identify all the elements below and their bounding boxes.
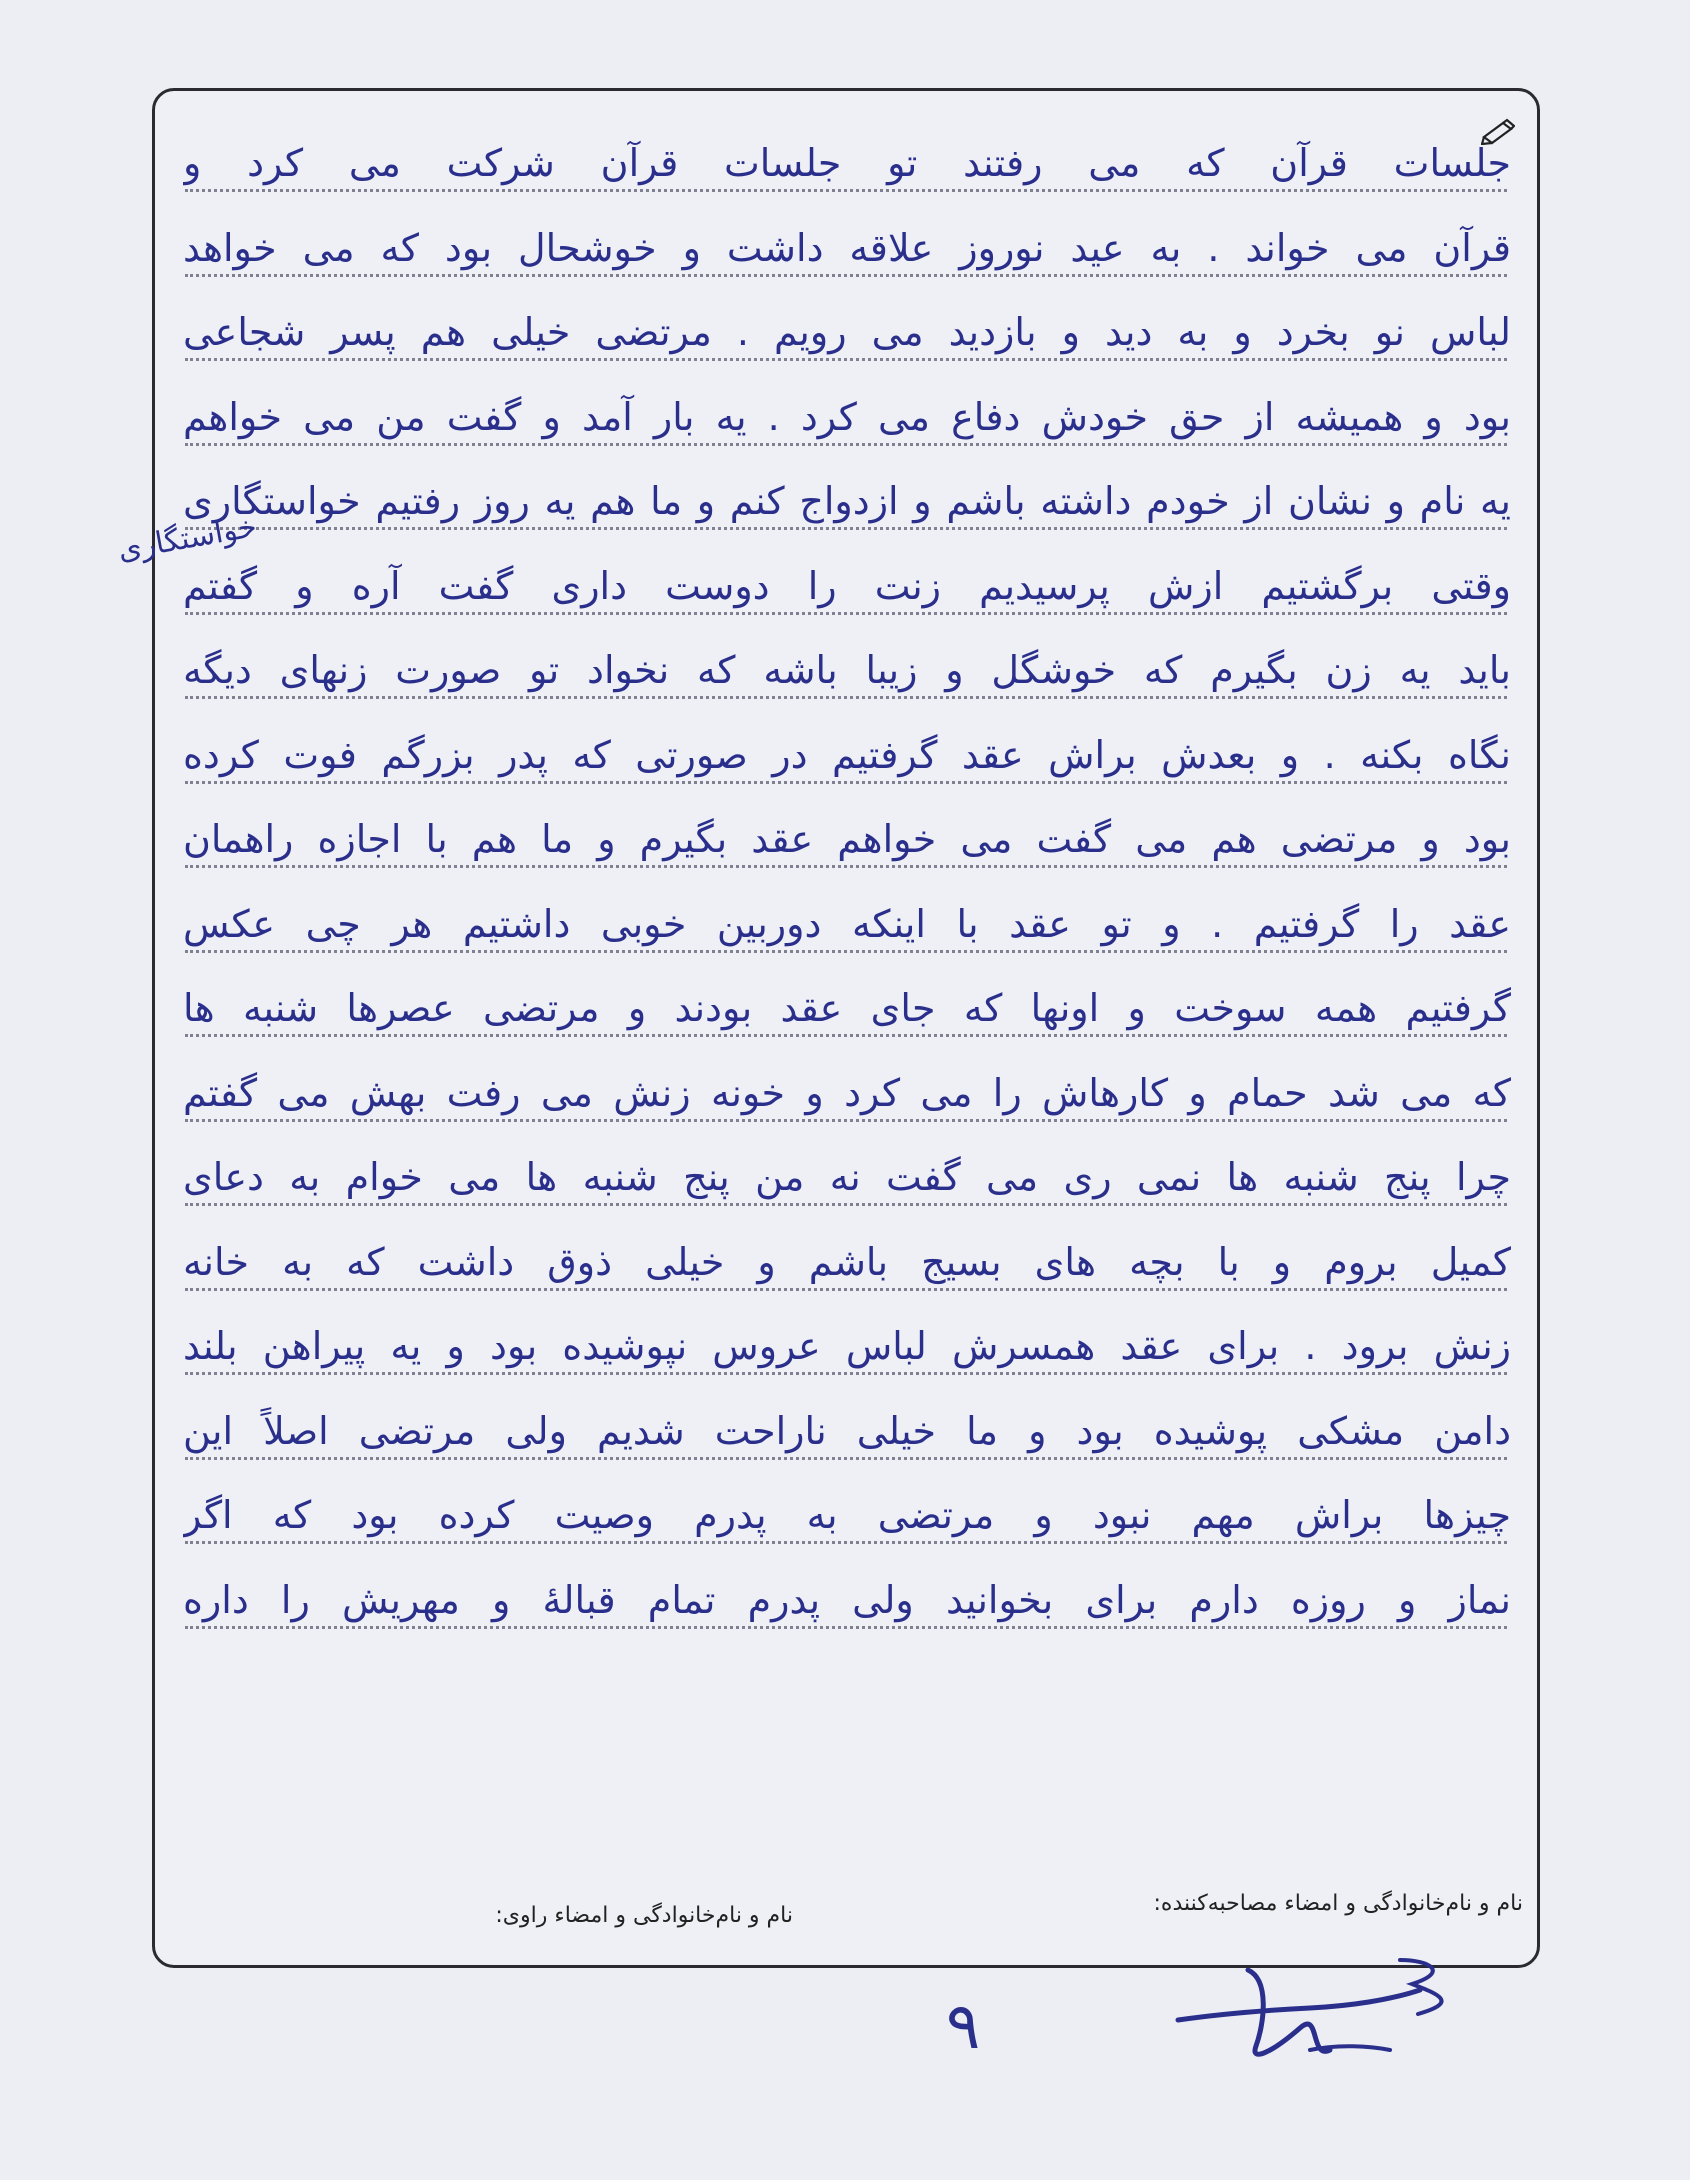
handwritten-line: نماز و روزه دارم برای بخوانید ولی پدرم تمام قبالهٔ و مهریش را داره — [183, 1578, 1511, 1622]
form-frame — [152, 88, 1540, 1968]
handwritten-line: قرآن می خواند . به عید نوروز علاقه داشت و خوشحال بود که می خواهد — [183, 226, 1511, 270]
handwritten-line: وقتی برگشتیم ازش پرسیدیم زنت را دوست داری گفت آره و گفتم — [183, 564, 1511, 608]
handwritten-line: بود و همیشه از حق خودش دفاع می کرد . یه بار آمد و گفت من می خواهم — [183, 395, 1511, 439]
handwritten-line: دامن مشکی پوشیده بود و ما خیلی ناراحت شدیم ولی مرتضی اصلاً این — [183, 1409, 1511, 1453]
handwritten-line: زنش برود . برای عقد همسرش لباس عروس نپوشیده بود و یه پیراهن بلند — [183, 1324, 1511, 1368]
handwritten-line: چرا پنج شنبه ها نمی ری می گفت نه من پنج شنبه ها می خوام به دعای — [183, 1155, 1511, 1199]
handwritten-line: باید یه زن بگیرم که خوشگل و زیبا باشه که نخواد تو صورت زنهای دیگه — [183, 648, 1511, 692]
handwritten-line: که می شد حمام و کارهاش را می کرد و خونه زنش می رفت بهش می گفتم — [183, 1071, 1511, 1115]
page-number: ۹ — [946, 1990, 981, 2064]
handwritten-line: بود و مرتضی هم می گفت می خواهم عقد بگیرم و ما هم با اجازه راهمان — [183, 817, 1511, 861]
narrator-signature-label: نام و نام‌خانوادگی و امضاء راوی: — [495, 1903, 793, 1928]
handwritten-line: لباس نو بخرد و به دید و بازدید می رویم . مرتضی خیلی هم پسر شجاعی — [183, 310, 1511, 354]
pencil-icon — [1481, 117, 1515, 145]
interviewer-signature-label: نام و نام‌خانوادگی و امضاء مصاحبه‌کننده: — [1153, 1891, 1523, 1916]
signature — [1160, 1950, 1460, 2100]
handwritten-line: یه نام و نشان از خودم داشته باشم و ازدواج کنم و ما هم یه روز رفتیم خواستگاری — [183, 479, 1511, 523]
handwritten-line: جلسات قرآن که می رفتند تو جلسات قرآن شرکت می کرد و — [183, 141, 1511, 185]
handwritten-line: کمیل بروم و با بچه های بسیج باشم و خیلی ذوق داشت که به خانه — [183, 1240, 1511, 1284]
margin-note: خواستگاری — [115, 509, 260, 568]
handwritten-line: نگاه بکنه . و بعدش براش عقد گرفتیم در صورتی که پدر بزرگم فوت کرده — [183, 733, 1511, 777]
handwritten-line: گرفتیم همه سوخت و اونها که جای عقد بودند و مرتضی عصرها شنبه ها — [183, 986, 1511, 1030]
handwritten-line: عقد را گرفتیم . و تو عقد با اینکه دوربین خوبی داشتیم هر چی عکس — [183, 902, 1511, 946]
handwritten-line: چیزها براش مهم نبود و مرتضی به پدرم وصیت کرده بود که اگر — [183, 1493, 1511, 1537]
